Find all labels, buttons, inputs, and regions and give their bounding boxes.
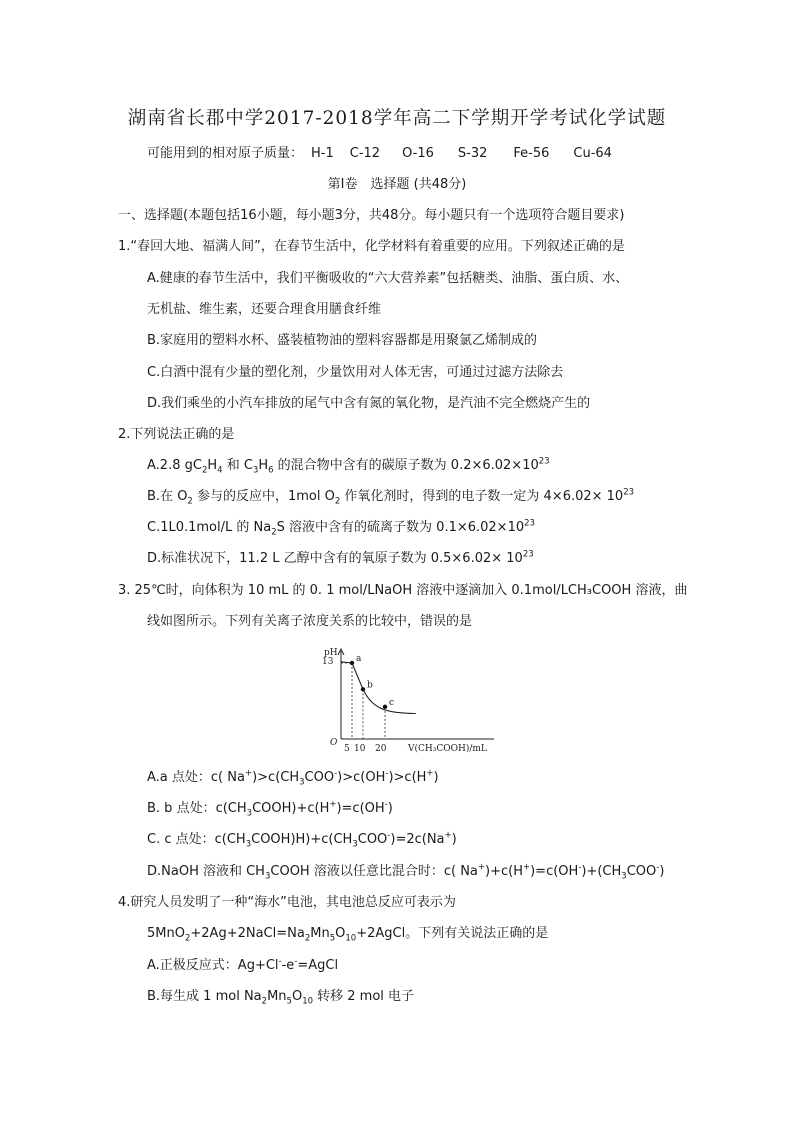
part-heading: 一、选择题(本题包括16小题，每小题3分，共48分。每小题只有一个选项符合题目要求) — [118, 208, 625, 223]
page-title: 湖南省长郡中学2017-2018学年高二下学期开学考试化学试题 — [127, 108, 667, 129]
q4-option-a: A.正极反应式：Ag+Cl--e-=AgCl — [147, 956, 339, 973]
q3-stem: 3. 25℃时，向体积为 10 mL 的 0. 1 mol/LNaOH 溶液中逐滴加入 0.1mol/LCH₃COOH 溶液，曲 — [118, 583, 688, 598]
q4-equation: $5MnO_2+2Ag+2NaCl=Na_2Mn_5O_{10}+2AgCl$。下列有关说法正确的是 — [147, 926, 549, 944]
y-axis-label: pH — [324, 648, 338, 658]
point-label-a: a — [356, 654, 362, 664]
q2-option-d: D.标准状况下，11.2 L 乙醇中含有的氧原子数为 $0.5\times 6.02\times 10^{23}$ — [147, 549, 534, 566]
mass-cu: Cu-64 — [573, 146, 612, 161]
q2-stem: 2.下列说法正确的是 — [118, 427, 235, 442]
ph-titration-chart — [310, 643, 500, 755]
atomic-masses-prefix: 可能用到的相对原子质量： — [147, 146, 304, 161]
mass-h: H-1 — [311, 146, 334, 161]
mass-s: S-32 — [457, 146, 488, 161]
q1-option-b: B.家庭用的塑料水杯、盛装植物油的塑料容器都是用聚氯乙烯制成的 — [147, 333, 538, 348]
q3-option-a: A.a 点处：c( $Na^+)>c(CH_3COO^-)>c(OH^-)>c(H^+)$ — [147, 768, 439, 788]
q1-option-c: C.白酒中混有少量的塑化剂，少量饮用对人体无害，可通过过滤方法除去 — [147, 365, 564, 380]
q4-option-b: B.每生成 1 mol $Na_2Mn_5O_{10}$ 转移 2 mol 电子 — [147, 989, 415, 1007]
q3-option-b: B. b 点处：$c(CH_3COOH)+c(H^+)=c(OH^-)$ — [147, 799, 393, 819]
mass-o: O-16 — [402, 146, 434, 161]
mass-c: C-12 — [349, 146, 381, 161]
point-c — [383, 705, 387, 709]
mass-fe: Fe-56 — [513, 146, 550, 161]
chart-axes — [338, 649, 494, 739]
point-label-c: c — [389, 697, 395, 708]
section-title: 第Ⅰ卷 选择题 (共48分) — [327, 177, 467, 192]
q2-option-c: C.1L0.1mol/L 的 $Na_2S$ 溶液中含有的硫离子数为 $0.1\times 6.02\times 10^{23}$ — [147, 518, 535, 538]
point-b — [361, 687, 365, 691]
atomic-masses — [147, 146, 612, 162]
q2-option-b: B.在 $O_2$ 参与的反应中，1mol $O_2$ 作氧化剂时，得到的电子数一定为 $4\times 6.02\times 10^{23}$ — [147, 487, 635, 507]
x-tick-10: 10 — [354, 744, 366, 754]
q3-stem-cont: 线如图所示。下列有关离子浓度关系的比较中，错误的是 — [147, 614, 473, 629]
q1-option-a: A.健康的春节生活中，我们平衡吸收的“六大营养素”包括糖类、油脂、蛋白质、水、 — [147, 271, 629, 286]
q2-option-a: A.2.8 $gC_2H_4$ 和 $C_3H_6$ 的混合物中含有的碳原子数为 $0.2\times 6.02\times 10^{23}$ — [147, 456, 550, 476]
origin-label: O — [330, 738, 338, 748]
q3-option-c: C. c 点处：$c(CH_3COOH)H)+c(CH_3COO^-)=2c(Na^+)$ — [147, 830, 457, 850]
q1-option-d: D.我们乘坐的小汽车排放的尾气中含有氮的氧化物，是汽油不完全燃烧产生的 — [147, 396, 591, 411]
point-label-b: b — [367, 680, 373, 691]
x-axis-label: V(CH₃COOH)/mL — [408, 744, 487, 754]
x-tick-5: 5 — [344, 744, 350, 754]
q4-stem: 4.研究人员发明了一种“海水”电池，其电池总反应可表示为 — [118, 895, 456, 910]
q3-option-d: D.NaOH 溶液和 $CH_3COOH$ 溶液以任意比混合时：c( $Na^+)+c(H^+)=c(OH^-)+(CH_3COO^-)$ — [147, 862, 665, 882]
x-tick-20: 20 — [375, 744, 387, 754]
y-tick-13: 13 — [322, 657, 334, 667]
q1-stem: 1.“春回大地、福满人间”，在春节生活中，化学材料有着重要的应用。下列叙述正确的是 — [118, 239, 625, 254]
q1-option-a-cont: 无机盐、维生素，还要合理食用膳食纤维 — [147, 302, 382, 317]
